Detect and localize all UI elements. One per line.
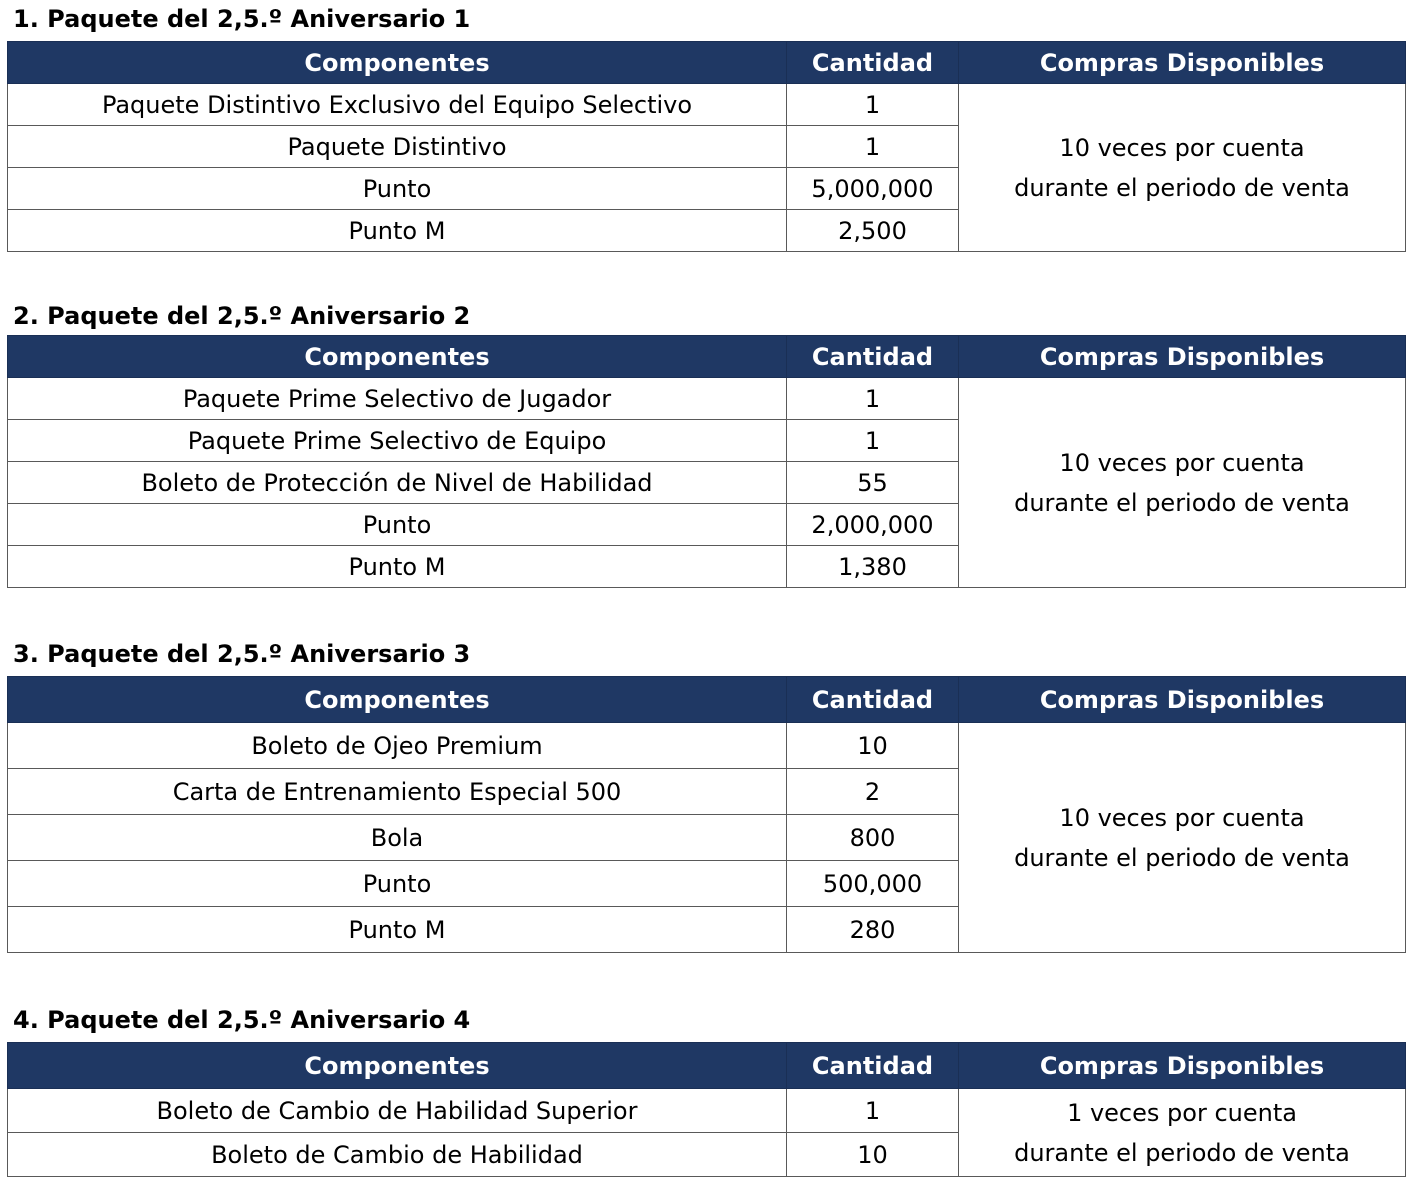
- header-quantity: Cantidad: [787, 42, 959, 84]
- component-cell: Paquete Distintivo Exclusivo del Equipo Selectivo: [8, 84, 787, 126]
- availability-line-2: durante el periodo de venta: [1014, 1138, 1350, 1167]
- header-components: Componentes: [8, 42, 787, 84]
- quantity-cell: 2,000,000: [787, 504, 959, 546]
- package-table: [7, 676, 1406, 953]
- availability-line-1: 10 veces por cuenta: [1059, 448, 1305, 477]
- component-cell: Punto: [8, 168, 787, 210]
- package-table: [7, 335, 1406, 588]
- table-header-row: [8, 42, 1406, 84]
- availability-line-1: 10 veces por cuenta: [1059, 803, 1305, 832]
- package-title: 3. Paquete del 2,5.º Aniversario 3: [13, 640, 471, 668]
- header-quantity: Cantidad: [787, 336, 959, 378]
- availability-line-1: 10 veces por cuenta: [1059, 133, 1305, 162]
- quantity-cell: 5,000,000: [787, 168, 959, 210]
- header-availability: Compras Disponibles: [959, 1043, 1406, 1089]
- header-availability: Compras Disponibles: [959, 677, 1406, 723]
- component-cell: Punto M: [8, 210, 787, 252]
- component-cell: Paquete Prime Selectivo de Equipo: [8, 420, 787, 462]
- header-availability: Compras Disponibles: [959, 336, 1406, 378]
- availability-cell: [959, 1089, 1406, 1177]
- table-header-row: [8, 1043, 1406, 1089]
- quantity-cell: 280: [787, 907, 959, 953]
- table-header-row: [8, 336, 1406, 378]
- availability-line-1: 1 veces por cuenta: [1067, 1098, 1297, 1127]
- package-table: [7, 1042, 1406, 1177]
- header-availability: Compras Disponibles: [959, 42, 1406, 84]
- table-header-row: [8, 677, 1406, 723]
- quantity-cell: 1: [787, 378, 959, 420]
- header-components: Componentes: [8, 1043, 787, 1089]
- package-title: 2. Paquete del 2,5.º Aniversario 2: [13, 302, 471, 330]
- quantity-cell: 10: [787, 723, 959, 769]
- package-title: 1. Paquete del 2,5.º Aniversario 1: [13, 5, 471, 33]
- component-cell: Punto: [8, 861, 787, 907]
- component-cell: Punto: [8, 504, 787, 546]
- component-cell: Boleto de Protección de Nivel de Habilidad: [8, 462, 787, 504]
- component-cell: Paquete Distintivo: [8, 126, 787, 168]
- component-cell: Punto M: [8, 546, 787, 588]
- quantity-cell: 10: [787, 1133, 959, 1177]
- quantity-cell: 1: [787, 84, 959, 126]
- availability-cell: [959, 723, 1406, 953]
- availability-cell: [959, 84, 1406, 252]
- quantity-cell: 1,380: [787, 546, 959, 588]
- quantity-cell: 500,000: [787, 861, 959, 907]
- availability-line-2: durante el periodo de venta: [1014, 173, 1350, 202]
- component-cell: Punto M: [8, 907, 787, 953]
- component-cell: Carta de Entrenamiento Especial 500: [8, 769, 787, 815]
- component-cell: Boleto de Ojeo Premium: [8, 723, 787, 769]
- quantity-cell: 1: [787, 1089, 959, 1133]
- table-row: [8, 723, 1406, 769]
- quantity-cell: 800: [787, 815, 959, 861]
- quantity-cell: 1: [787, 126, 959, 168]
- quantity-cell: 55: [787, 462, 959, 504]
- availability-cell: [959, 378, 1406, 588]
- package-table: [7, 41, 1406, 252]
- header-components: Componentes: [8, 336, 787, 378]
- availability-line-2: durante el periodo de venta: [1014, 488, 1350, 517]
- package-title: 4. Paquete del 2,5.º Aniversario 4: [13, 1006, 471, 1034]
- header-quantity: Cantidad: [787, 1043, 959, 1089]
- component-cell: Bola: [8, 815, 787, 861]
- quantity-cell: 2,500: [787, 210, 959, 252]
- table-row: [8, 1089, 1406, 1133]
- table-row: [8, 378, 1406, 420]
- availability-line-2: durante el periodo de venta: [1014, 843, 1350, 872]
- component-cell: Paquete Prime Selectivo de Jugador: [8, 378, 787, 420]
- component-cell: Boleto de Cambio de Habilidad: [8, 1133, 787, 1177]
- table-row: [8, 84, 1406, 126]
- quantity-cell: 1: [787, 420, 959, 462]
- quantity-cell: 2: [787, 769, 959, 815]
- component-cell: Boleto de Cambio de Habilidad Superior: [8, 1089, 787, 1133]
- header-quantity: Cantidad: [787, 677, 959, 723]
- header-components: Componentes: [8, 677, 787, 723]
